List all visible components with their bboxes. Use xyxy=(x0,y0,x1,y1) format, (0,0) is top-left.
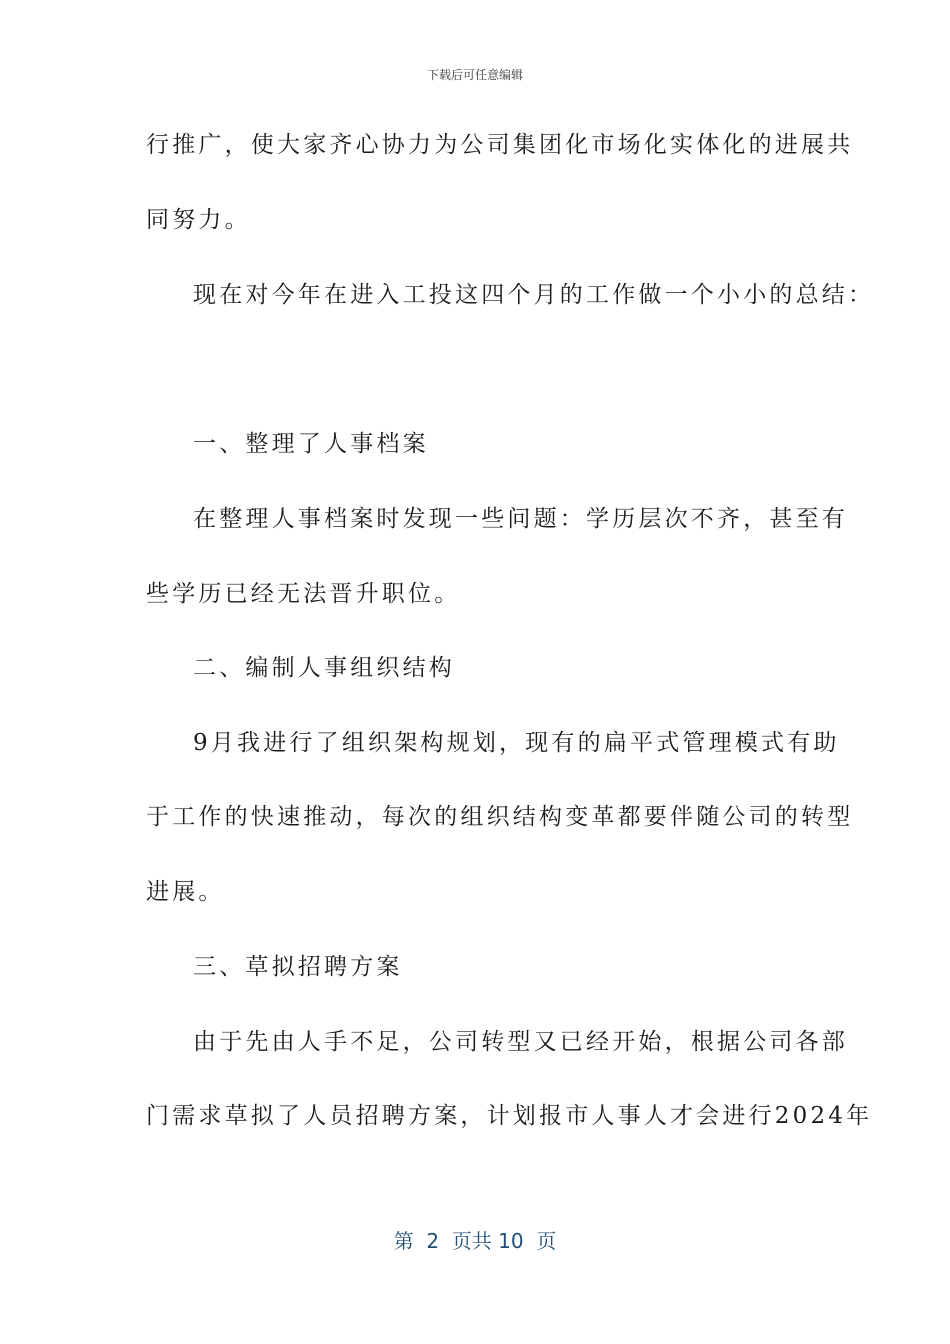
paragraph-line: 现在对今年在进入工投这四个月的工作做一个小小的总结： xyxy=(193,282,875,308)
paragraph-line: 在整理人事档案时发现一些问题：学历层次不齐，甚至有 xyxy=(193,506,848,532)
total-pages-number: 10 xyxy=(498,1229,524,1253)
paragraph-line: 门需求草拟了人员招聘方案，计划报市人事人才会进行2024年 xyxy=(146,1103,873,1129)
section-heading: 三、草拟招聘方案 xyxy=(193,954,403,980)
page-suffix: 页 xyxy=(536,1229,557,1253)
paragraph-line: 同努力。 xyxy=(146,207,251,233)
page-header: 下载后可任意编辑 xyxy=(426,68,523,82)
page-footer xyxy=(0,1225,950,1254)
paragraph-line: 于工作的快速推动，每次的组织结构变革都要伴随公司的转型 xyxy=(146,804,854,830)
section-heading: 二、编制人事组织结构 xyxy=(193,655,455,681)
paragraph-line: 由于先由人手不足，公司转型又已经开始，根据公司各部 xyxy=(193,1029,848,1055)
page-middle: 页共 xyxy=(451,1229,492,1253)
paragraph-line: 9月我进行了组织架构规划，现有的扁平式管理模式有助 xyxy=(193,730,840,756)
section-heading: 一、整理了人事档案 xyxy=(193,431,429,457)
paragraph-line: 行推广，使大家齐心协力为公司集团化市场化实体化的进展共 xyxy=(146,132,854,158)
current-page-number: 2 xyxy=(426,1229,440,1253)
page-prefix: 第 xyxy=(393,1229,414,1253)
paragraph-line: 些学历已经无法晋升职位。 xyxy=(146,581,461,607)
paragraph-line: 进展。 xyxy=(146,879,225,905)
